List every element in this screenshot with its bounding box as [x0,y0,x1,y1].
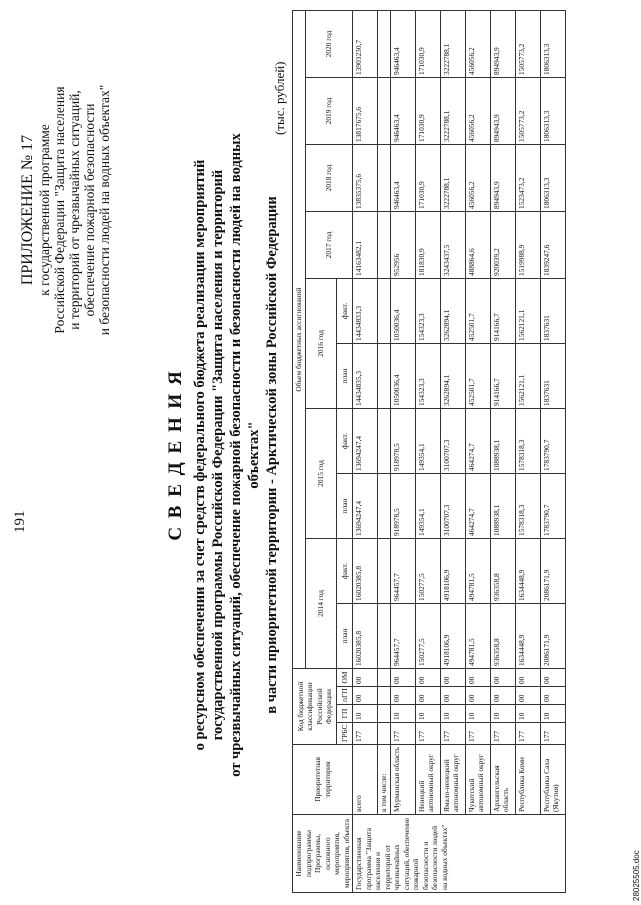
code-pgp-cell: 00 [490,687,515,705]
value-cell: 920039,2 [490,211,515,278]
value-cell: 456056,2 [465,144,490,211]
value-cell: 2086171,9 [540,603,565,668]
value-cell: 2086171,9 [540,538,565,603]
title-line: государственной программы Российской Федерации "Защита населения и территорий [210,169,226,741]
value-cell [378,343,391,408]
value-cell: 894943,9 [490,77,515,144]
territory-cell: Республика Саха (Якутия) [540,745,565,815]
header-plan: план [337,603,353,668]
value-cell: 3100707,3 [440,473,465,538]
value-cell: 1806313,3 [540,10,565,77]
value-cell: 952956 [390,211,415,278]
table-row [540,10,565,892]
value-cell [378,538,391,603]
value-cell: 1578318,3 [515,473,540,538]
value-cell [378,77,391,144]
value-cell: 171030,9 [415,77,440,144]
value-cell: 1783790,7 [540,408,565,473]
territory-cell: Мурманская область [390,745,415,815]
code-pgp-cell: 00 [440,687,465,705]
appendix-line: и территорий от чрезвычайных ситуаций, [67,90,82,330]
code-pgp-cell: 00 [353,687,378,705]
table-row [390,10,415,892]
table-body [353,10,566,892]
code-gp-cell: 10 [490,705,515,723]
value-cell: 488864,6 [465,211,490,278]
code-grbs-cell: 177 [515,723,540,745]
header-volume: Объем бюджетных ассигнований [293,10,306,668]
table-row [490,10,515,892]
value-cell [378,473,391,538]
value-cell: 1505773,2 [515,77,540,144]
value-cell: 14163482,1 [353,211,378,278]
value-cell: 1562121,1 [515,278,540,343]
table-row [465,10,490,892]
code-om-cell: 00 [490,668,515,686]
appendix-line: Российской Федерации "Защита населения [52,86,67,334]
value-cell: 13694247,4 [353,408,378,473]
value-cell [378,211,391,278]
value-cell [378,408,391,473]
value-cell: 14434833,3 [353,278,378,343]
code-grbs-cell: 177 [540,723,565,745]
territory-cell: всего [353,745,378,815]
value-cell: 13903230,7 [353,10,378,77]
value-cell: 13817675,6 [353,77,378,144]
value-cell: 3222788,1 [440,77,465,144]
header-plan: план [337,343,353,408]
territory-cell: в том числе: [378,745,391,815]
header-plan: план [337,473,353,538]
table-row [415,10,440,892]
value-cell: 1634448,9 [515,603,540,668]
value-cell: 456056,2 [465,77,490,144]
value-cell: 946463,4 [390,77,415,144]
value-cell: 149354,1 [415,408,440,473]
appendix-line: и безопасности людей на водных объектах" [97,84,112,336]
value-cell: 150277,5 [415,603,440,668]
heading: С В Е Д Е Н И Я [165,369,186,541]
header-territory: Приоритетная территория [293,745,353,815]
value-cell: 918978,5 [390,473,415,538]
value-cell: 181830,9 [415,211,440,278]
title-line: в части приоритетной территории - Арктической зоны Российской Федерации [264,196,280,714]
code-gp-cell [378,705,391,723]
value-cell: 13835375,6 [353,144,378,211]
header-year: 2015 год [305,408,337,538]
value-cell: 1837631 [540,343,565,408]
value-cell: 1837631 [540,278,565,343]
value-cell: 1839247,6 [540,211,565,278]
value-cell: 936358,8 [490,603,515,668]
value-cell: 464274,7 [465,473,490,538]
value-cell: 154323,3 [415,278,440,343]
value-cell: 3262894,1 [440,278,465,343]
code-pgp-cell: 00 [415,687,440,705]
header-code-gp: ГП [337,705,353,723]
value-cell: 936358,8 [490,538,515,603]
code-grbs-cell: 177 [415,723,440,745]
table-row [515,10,540,892]
table-row [353,10,378,892]
value-cell: 1519988,9 [515,211,540,278]
value-cell [378,10,391,77]
code-pgp-cell: 00 [540,687,565,705]
value-cell: 1634448,9 [515,538,540,603]
header-year: 2016 год [305,278,337,408]
header-year: 2017 год [305,211,353,278]
value-cell: 894943,9 [490,144,515,211]
header-code-pgp: пГП [337,687,353,705]
header-fact: факт. [337,538,353,603]
value-cell: 4918106,9 [440,538,465,603]
code-gp-cell: 10 [390,705,415,723]
code-om-cell: 00 [390,668,415,686]
territory-cell: Чукотский автономный округ [465,745,490,815]
code-gp-cell: 10 [515,705,540,723]
code-grbs-cell: 177 [440,723,465,745]
code-om-cell: 00 [540,668,565,686]
appendix-title: ПРИЛОЖЕНИЕ № 17 [19,134,36,286]
code-pgp-cell: 00 [515,687,540,705]
value-cell: 1806313,3 [540,144,565,211]
value-cell: 452501,7 [465,343,490,408]
value-cell [378,278,391,343]
value-cell: 914166,7 [490,343,515,408]
value-cell: 16020385,8 [353,538,378,603]
units-label: (тыс. рублей) [272,61,287,135]
value-cell: 171030,9 [415,144,440,211]
value-cell: 16020385,8 [353,603,378,668]
code-om-cell: 00 [515,668,540,686]
territory-cell: Ненецкий автономный округ [415,745,440,815]
value-cell: 464274,7 [465,408,490,473]
code-om-cell: 00 [465,668,490,686]
header-code: Код бюджетной классификации Российской Федерации [293,668,337,744]
value-cell: 946463,4 [390,144,415,211]
code-grbs-cell: 177 [465,723,490,745]
value-cell: 894943,9 [490,10,515,77]
value-cell: 914166,7 [490,278,515,343]
territory-cell: Архангельская область [490,745,515,815]
header-fact: факт. [337,408,353,473]
value-cell: 1562121,1 [515,343,540,408]
table-row [378,10,391,892]
page-number: 191 [12,510,28,533]
code-gp-cell: 10 [353,705,378,723]
territory-cell: Республика Коми [515,745,540,815]
header-year: 2020 год [305,10,353,77]
value-cell: 3222788,1 [440,10,465,77]
value-cell [378,144,391,211]
title-line: от чрезвычайных ситуаций, обеспечение пожарной безопасности и безопасности людей на водных объектах" [228,133,262,777]
code-grbs-cell: 177 [490,723,515,745]
value-cell: 1050036,4 [390,343,415,408]
value-cell: 1088938,1 [490,473,515,538]
value-cell: 3262894,1 [440,343,465,408]
code-gp-cell: 10 [440,705,465,723]
code-gp-cell: 10 [465,705,490,723]
value-cell: 964457,7 [390,538,415,603]
appendix-line: обеспечение пожарной безопасности [82,103,97,317]
value-cell: 4918106,9 [440,603,465,668]
appendix-line: к государственной программе [37,124,52,296]
value-cell [378,603,391,668]
header-year: 2019 год [305,77,353,144]
territory-cell: Ямало-ненецкий автономный округ [440,745,465,815]
value-cell: 1505773,2 [515,10,540,77]
value-cell: 494781,5 [465,603,490,668]
value-cell: 918978,5 [390,408,415,473]
appendix-block [20,20,112,400]
value-cell: 171030,9 [415,10,440,77]
code-gp-cell: 10 [415,705,440,723]
value-cell: 1783790,7 [540,473,565,538]
code-grbs-cell [378,723,391,745]
code-om-cell: 00 [415,668,440,686]
header-name: Наименование подпрограммы Программы, основного мероприятия, мероприятия, объекта [293,815,353,893]
value-cell: 1523473,2 [515,144,540,211]
value-cell: 3243437,5 [440,211,465,278]
table-row [440,10,465,892]
value-cell: 1088938,1 [490,408,515,473]
title-line: о ресурсном обеспечении за счет средств федерального бюджета реализации мероприятий [192,159,208,751]
header-fact: факт. [337,278,353,343]
header-year: 2014 год [305,538,337,668]
value-cell: 14434835,3 [353,343,378,408]
code-pgp-cell: 00 [390,687,415,705]
value-cell: 494781,5 [465,538,490,603]
value-cell: 452501,7 [465,278,490,343]
value-cell: 3100707,3 [440,408,465,473]
code-gp-cell: 10 [540,705,565,723]
header-code-grbs: ГРБС [337,723,353,745]
value-cell: 1806313,3 [540,77,565,144]
code-grbs-cell: 177 [353,723,378,745]
code-om-cell [378,668,391,686]
code-om-cell: 00 [353,668,378,686]
code-pgp-cell: 00 [465,687,490,705]
value-cell: 3222788,1 [440,144,465,211]
value-cell: 149354,1 [415,473,440,538]
value-cell: 964457,7 [390,603,415,668]
header-year: 2018 год [305,144,353,211]
code-grbs-cell: 177 [390,723,415,745]
header-code-om: ОМ [337,668,353,686]
value-cell: 1050036,4 [390,278,415,343]
value-cell: 1578318,3 [515,408,540,473]
document-title [165,125,281,785]
program-name-cell: Государственная программа "Защита населения и территорий от чрезвычайных ситуаций, обеспечение пожарной безопасности и безопасности людей на водных объектах" [353,815,566,893]
value-cell: 13694247,4 [353,473,378,538]
value-cell: 456056,2 [465,10,490,77]
doc-code: 28025505.doc [632,850,641,901]
value-cell: 150277,5 [415,538,440,603]
code-pgp-cell [378,687,391,705]
value-cell: 154323,3 [415,343,440,408]
resource-table [292,10,566,893]
value-cell: 946463,4 [390,10,415,77]
code-om-cell: 00 [440,668,465,686]
